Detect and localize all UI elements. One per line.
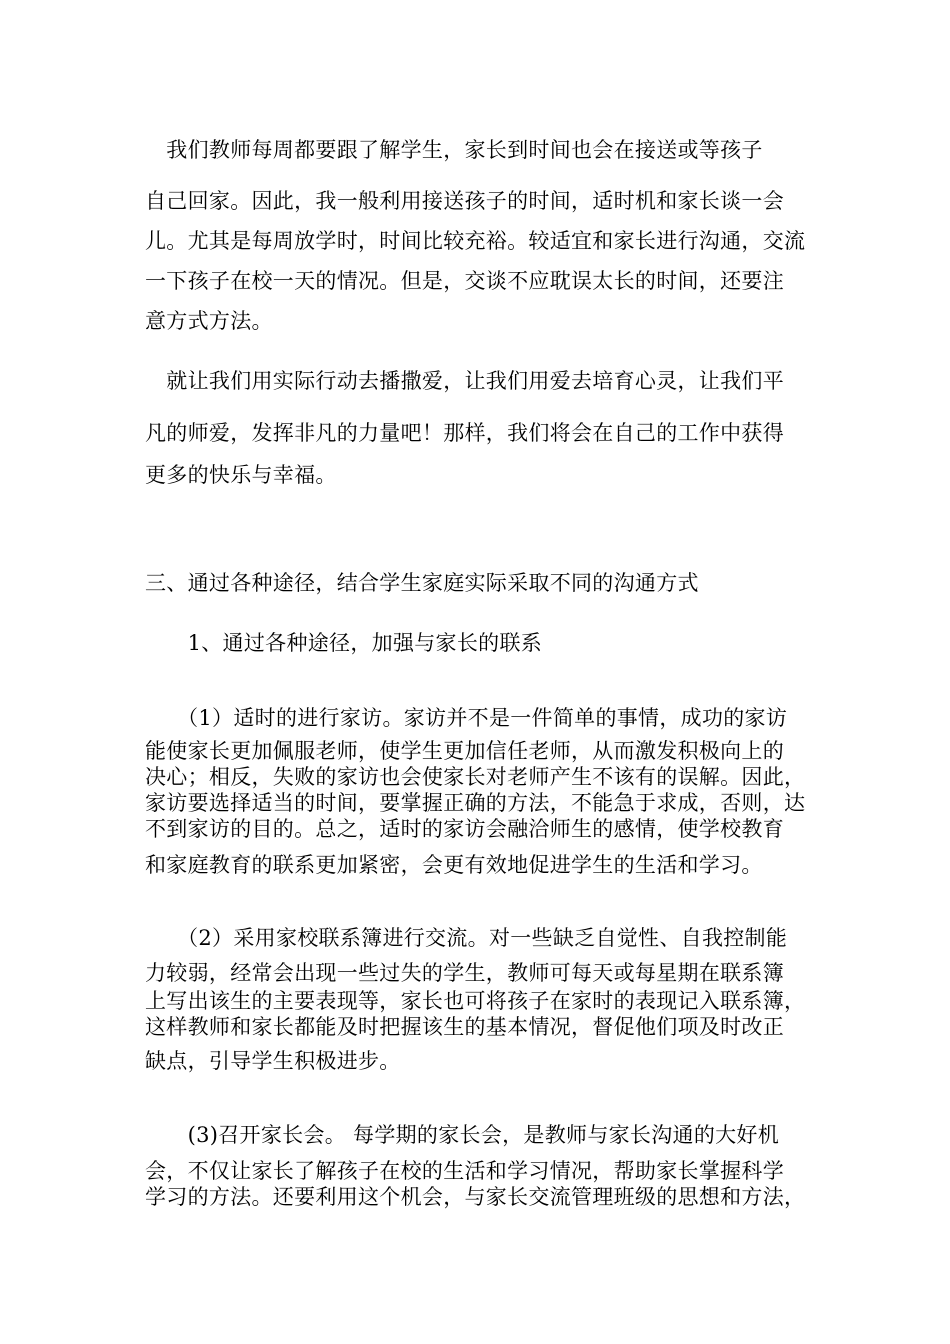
text-line: 更多的快乐与幸福。 (145, 463, 337, 487)
text-line: 自己回家。因此，我一般利用接送孩子的时间，适时机和家长谈一会 (145, 189, 784, 213)
text-line: 缺点，引导学生积极进步。 (145, 1049, 401, 1073)
text-line: 家访要选择适当的时间，要掌握正确的方法，不能急于求成，否则，达 (145, 791, 806, 815)
text-line: （2）采用家校联系簿进行交流。对一些缺乏自觉性、自我控制能 (145, 926, 788, 950)
text-line: 能使家长更加佩服老师，使学生更加信任老师，从而激发积极向上的 (145, 739, 784, 763)
section-heading: 三、通过各种途径，结合学生家庭实际采取不同的沟通方式 (145, 571, 699, 595)
text-line: 不到家访的目的。总之，适时的家访会融洽师生的感情，使学校教育 (145, 817, 784, 841)
text-line: 我们教师每周都要跟了解学生，家长到时间也会在接送或等孩子 (145, 138, 763, 162)
text-line: 就让我们用实际行动去播撒爱，让我们用爱去培育心灵，让我们平 (145, 369, 784, 393)
text-line: 儿。尤其是每周放学时，时间比较充裕。较适宜和家长进行沟通，交流 (145, 229, 806, 253)
text-line: 上写出该生的主要表现等，家长也可将孩子在家时的表现记入联系簿， (145, 989, 806, 1013)
text-line: 凡的师爱，发挥非凡的力量吧！那样，我们将会在自己的工作中获得 (145, 421, 784, 445)
text-line: （1）适时的进行家访。家访并不是一件简单的事情，成功的家访 (145, 706, 788, 730)
subsection-heading: 1、通过各种途径，加强与家长的联系 (145, 631, 543, 655)
text-line: 会，不仅让家长了解孩子在校的生活和学习情况，帮助家长掌握科学 (145, 1159, 784, 1183)
text-line: 这样教师和家长都能及时把握该生的基本情况，督促他们项及时改正 (145, 1015, 784, 1039)
text-line: 一下孩子在校一天的情况。但是，交谈不应耽误太长的时间，还要注 (145, 269, 784, 293)
text-line: 意方式方法。 (145, 309, 273, 333)
text-line: 力较弱，经常会出现一些过失的学生，教师可每天或每星期在联系簿 (145, 961, 784, 985)
text-line: 决心；相反，失败的家访也会使家长对老师产生不该有的误解。因此， (145, 765, 806, 789)
text-line: 和家庭教育的联系更加紧密，会更有效地促进学生的生活和学习。 (145, 853, 763, 877)
text-line: 学习的方法。还要利用这个机会，与家长交流管理班级的思想和方法， (145, 1185, 806, 1209)
text-line: (3)召开家长会。 每学期的家长会，是教师与家长沟通的大好机 (145, 1123, 780, 1147)
